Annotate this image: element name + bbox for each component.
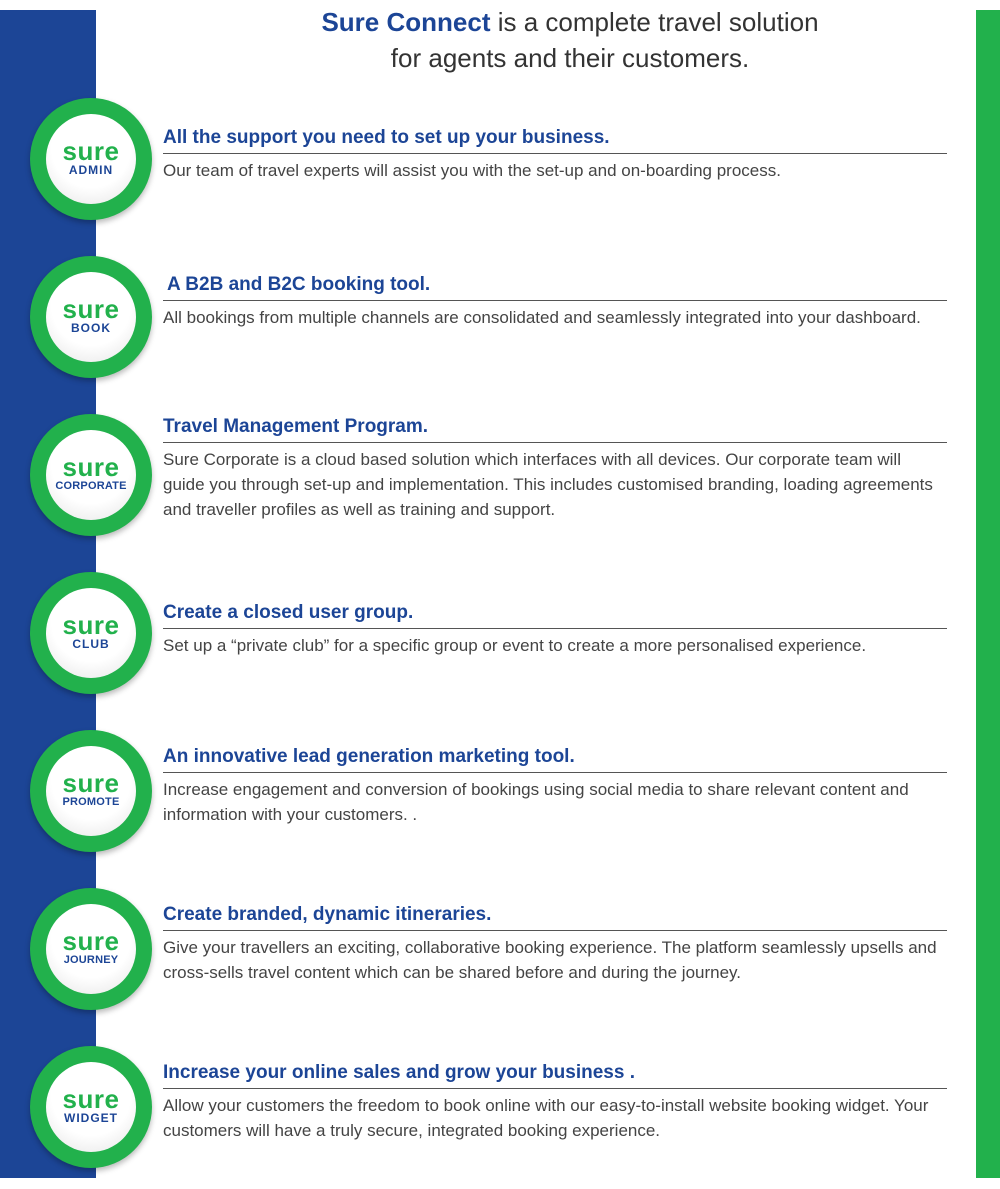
brand-name: Sure Connect — [321, 7, 491, 37]
feature-title: All the support you need to set up your business. — [163, 126, 947, 154]
feature-description: Our team of travel experts will assist you with the set-up and on-boarding process. — [163, 161, 781, 180]
badge-inner — [46, 114, 136, 204]
feature-item-book — [163, 273, 947, 330]
badge-label: BOOK — [71, 321, 111, 335]
badge-label: PROMOTE — [62, 796, 120, 808]
badge-inner — [46, 588, 136, 678]
badge-inner — [46, 272, 136, 362]
feature-title: An innovative lead generation marketing tool. — [163, 745, 947, 773]
feature-item-corporate — [163, 415, 947, 522]
feature-description: Set up a “private club” for a specific group or event to create a more personalised experience. — [163, 636, 867, 655]
badge-label: WIDGET — [64, 1111, 118, 1125]
badge-label: JOURNEY — [63, 954, 119, 966]
badge-inner — [46, 746, 136, 836]
feature-description: Sure Corporate is a cloud based solution which interfaces with all devices. Our corporate team will guide you through set-up and implementation. This includes customised branding, loading agreements and traveller profiles as well as training and support. — [163, 450, 933, 519]
sure-admin-badge — [30, 98, 152, 220]
badge-word: sure — [62, 1084, 120, 1114]
feature-description: All bookings from multiple channels are consolidated and seamlessly integrated into your dashboard. — [163, 308, 921, 327]
feature-title: Create a closed user group. — [163, 601, 947, 629]
badge-word: sure — [62, 136, 120, 166]
badge-word: sure — [62, 294, 120, 324]
header-line-2: for agents and their customers. — [390, 43, 750, 73]
feature-item-widget — [163, 1061, 947, 1143]
badge-word: sure — [62, 610, 120, 640]
badge-label: CORPORATE — [55, 480, 127, 492]
header-line-1-rest: is a complete travel solution — [490, 7, 819, 37]
sure-widget-badge — [30, 1046, 152, 1168]
sure-corporate-badge — [30, 414, 152, 536]
page-header — [140, 4, 1000, 76]
badge-word: sure — [62, 926, 120, 956]
feature-item-promote — [163, 745, 947, 827]
feature-description: Give your travellers an exciting, collaborative booking experience. The platform seamlessly upsells and cross-sells travel content which can be shared before and during the journey. — [163, 938, 937, 982]
header-line-1 — [140, 4, 1000, 40]
feature-description: Increase engagement and conversion of bookings using social media to share relevant content and information with your customers. . — [163, 780, 909, 824]
sure-journey-badge — [30, 888, 152, 1010]
feature-description: Allow your customers the freedom to book online with our easy-to-install website booking widget. Your customers will have a truly secure, integrated booking experience. — [163, 1096, 929, 1140]
badge-inner — [46, 1062, 136, 1152]
sure-club-badge — [30, 572, 152, 694]
right-green-bar — [976, 10, 1000, 1178]
feature-item-club — [163, 601, 947, 658]
badge-inner — [46, 430, 136, 520]
sure-book-badge — [30, 256, 152, 378]
badge-word: sure — [62, 452, 120, 482]
sure-promote-badge — [30, 730, 152, 852]
badge-word: sure — [62, 768, 120, 798]
badge-inner — [46, 904, 136, 994]
feature-title: Travel Management Program. — [163, 415, 947, 443]
feature-title: Increase your online sales and grow your business . — [163, 1061, 947, 1089]
badge-label: CLUB — [72, 637, 110, 651]
feature-title: A B2B and B2C booking tool. — [163, 273, 947, 301]
feature-item-journey — [163, 903, 947, 985]
feature-item-admin — [163, 126, 947, 183]
feature-title: Create branded, dynamic itineraries. — [163, 903, 947, 931]
badge-label: ADMIN — [68, 163, 114, 177]
